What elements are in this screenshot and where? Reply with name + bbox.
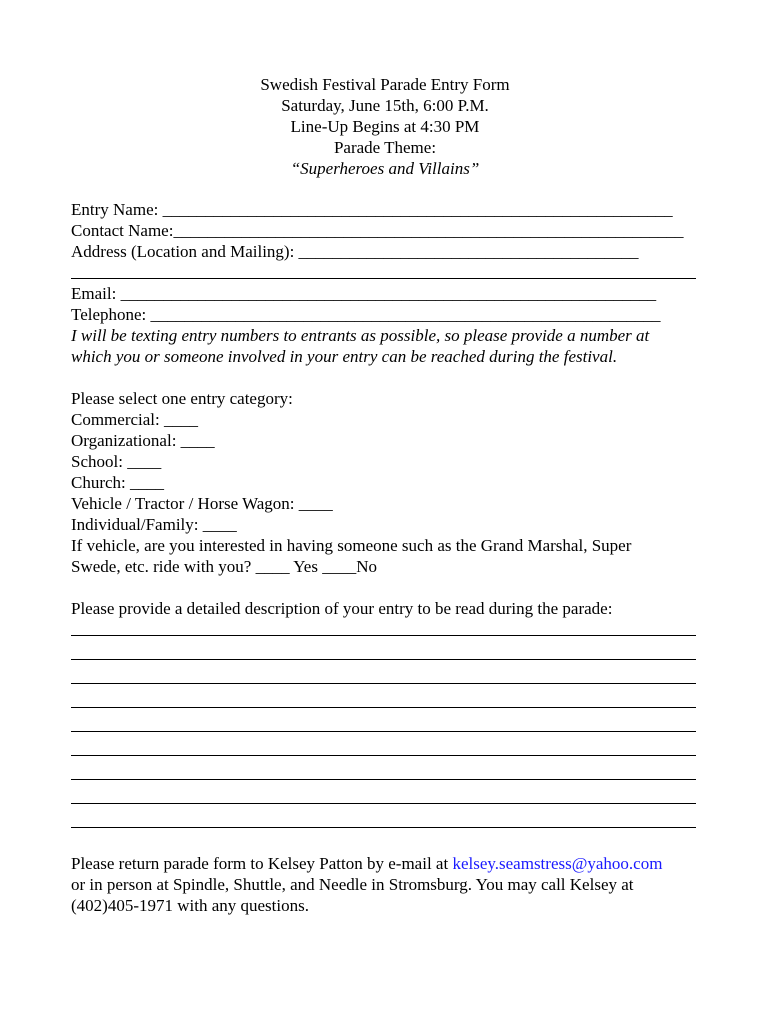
vehicle-question-line1: If vehicle, are you interested in having someone such as the Grand Marshal, Super [71,536,632,555]
description-line[interactable] [71,683,696,684]
description-line[interactable] [71,635,696,636]
description-line[interactable] [71,803,696,804]
texting-note-line1: I will be texting entry numbers to entrants as possible, so please provide a number at [71,326,650,345]
texting-note-line2: which you or someone involved in your entry can be reached during the festival. [71,347,618,366]
description-line[interactable] [71,827,696,828]
form-header [0,74,770,179]
return-text: Please return parade form to Kelsey Patton by e-mail at [71,854,453,873]
return-text-line3: (402)405-1971 with any questions. [71,896,309,915]
entry-name-field[interactable]: Entry Name: ____________________________________________________________ [71,200,673,219]
address-field[interactable]: Address (Location and Mailing): ________________________________________ [71,242,639,261]
category-option-church[interactable]: Church: ____ [71,473,165,492]
theme-label: Parade Theme: [333,138,437,157]
description-prompt: Please provide a detailed description of your entry to be read during the parade: [71,599,613,618]
return-text-line2: or in person at Spindle, Shuttle, and Needle in Stromsburg. You may call Kelsey at [71,875,634,894]
category-option-commercial[interactable]: Commercial: ____ [71,410,199,429]
category-option-school[interactable]: School: ____ [71,452,162,471]
description-line[interactable] [71,731,696,732]
contact-name-field[interactable]: Contact Name:____________________________________________________________ [71,221,684,240]
parade-theme: “Superheroes and Villains” [290,159,480,178]
event-date: Saturday, June 15th, 6:00 P.M. [281,96,489,115]
description-line[interactable] [71,779,696,780]
category-option-vehicle[interactable]: Vehicle / Tractor / Horse Wagon: ____ [71,494,333,513]
category-option-individual[interactable]: Individual/Family: ____ [71,515,237,534]
email-field[interactable]: Email: _______________________________________________________________ [71,284,657,303]
form-title: Swedish Festival Parade Entry Form [260,75,510,94]
description-line[interactable] [71,659,696,660]
lineup-time: Line-Up Begins at 4:30 PM [290,117,480,136]
email-link[interactable]: kelsey.seamstress@yahoo.com [452,854,663,873]
category-option-organizational[interactable]: Organizational: ____ [71,431,215,450]
return-instructions [71,853,701,916]
telephone-field[interactable]: Telephone: ____________________________________________________________ [71,305,661,324]
form-body [71,199,701,619]
vehicle-question-line2[interactable]: Swede, etc. ride with you? ____ Yes ____No [71,557,377,576]
description-line[interactable] [71,707,696,708]
category-prompt: Please select one entry category: [71,389,293,408]
address-continuation-line[interactable] [71,278,696,279]
description-line[interactable] [71,755,696,756]
